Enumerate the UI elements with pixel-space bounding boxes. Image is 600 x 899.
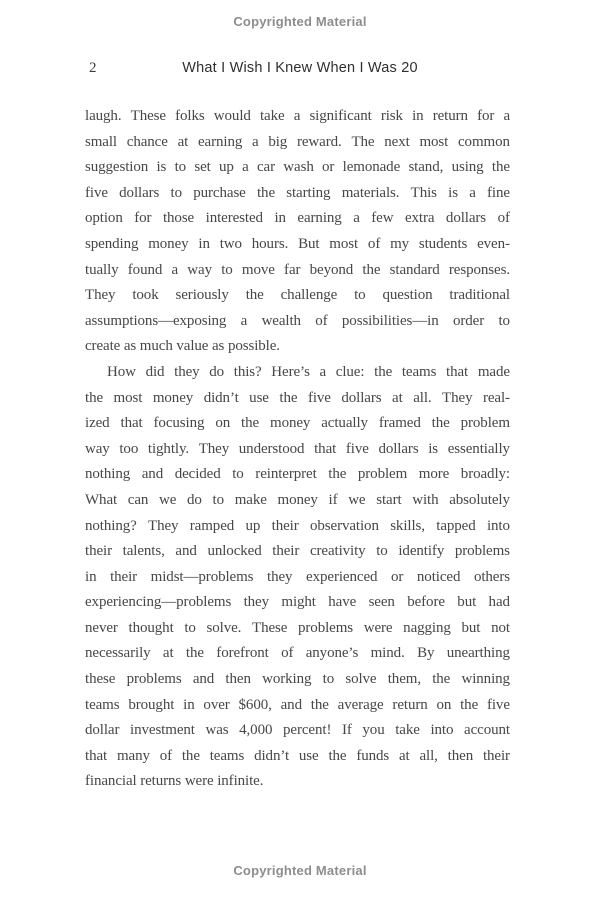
text-line: What can we do to make money if we start with absolutely	[85, 491, 510, 508]
text-line: laugh. These folks would take a significant risk in return for a	[85, 108, 510, 124]
copyright-notice-bottom: Copyrighted Material	[233, 863, 367, 878]
running-head: What I Wish I Knew When I Was 20	[182, 60, 418, 76]
text-line: that many of the teams didn’t use the funds at all, then their	[85, 747, 510, 764]
text-line: How did they do this? Here’s a clue: the teams that made	[107, 363, 510, 380]
text-line: dollar investment was 4,000 percent! If you take into account	[85, 722, 510, 739]
text-line: way too tightly. They understood that five dollars is essentially	[85, 440, 510, 457]
text-line: suggestion is to set up a car wash or lemonade stand, using the	[85, 159, 510, 176]
text-line: necessarily at the forefront of anyone’s mind. By unearthing	[85, 645, 510, 662]
text-line: They took seriously the challenge to question traditional	[85, 287, 510, 304]
text-line: small chance at earning a big reward. The next most common	[85, 133, 510, 150]
copyright-notice-top: Copyrighted Material	[233, 14, 367, 29]
text-line: ized that focusing on the money actually framed the problem	[85, 415, 510, 432]
body-text	[85, 104, 510, 795]
text-line: the most money didn’t use the five dollars at all. They real-	[85, 389, 510, 406]
text-line: tually found a way to move far beyond the standard responses.	[85, 261, 510, 278]
text-line: nothing and decided to reinterpret the problem more broadly:	[85, 466, 510, 483]
text-line: nothing? They ramped up their observation skills, tapped into	[85, 517, 510, 534]
text-line: experiencing—problems they might have seen before but had	[85, 594, 510, 611]
text-line: their talents, and unlocked their creativity to identify problems	[85, 543, 510, 560]
page-header	[0, 60, 600, 80]
text-line: these problems and then working to solve them, the winning	[85, 671, 510, 688]
text-line: option for those interested in earning a few extra dollars of	[85, 210, 510, 227]
text-line: five dollars to purchase the starting materials. This is a fine	[85, 184, 510, 201]
text-line: assumptions—exposing a wealth of possibilities—in order to	[85, 312, 510, 329]
text-line: in their midst—problems they experienced or noticed others	[85, 568, 510, 585]
text-line: never thought to solve. These problems were nagging but not	[85, 619, 510, 636]
text-line: financial returns were infinite.	[85, 773, 264, 790]
text-line: create as much value as possible.	[85, 338, 280, 355]
page-number: 2	[89, 60, 97, 76]
text-line: teams brought in over $600, and the average return on the five	[85, 696, 510, 713]
text-line: spending money in two hours. But most of my students even-	[85, 235, 510, 252]
